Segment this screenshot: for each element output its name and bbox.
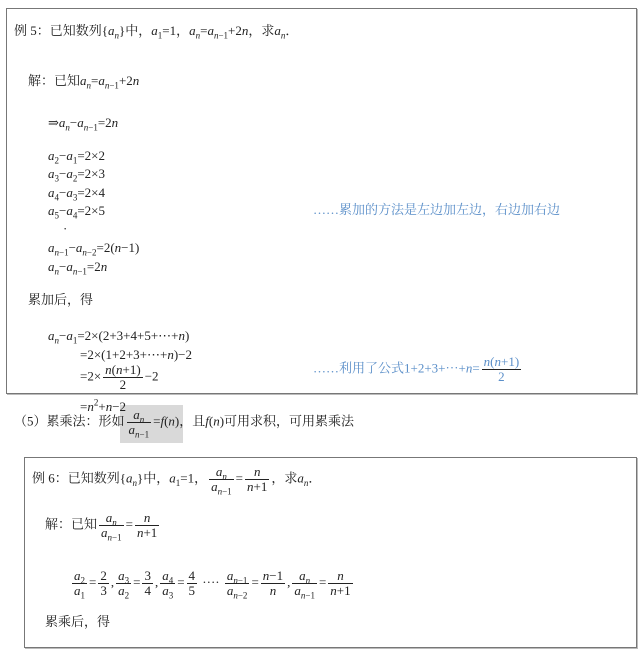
example-6-title: 例 6：已知数列$\{a_n\}$中，$a_1=1$， $\frac{a_n}{a_{n-1}}$ = $\frac{n}{n+1}$ ，求$a_n$． bbox=[32, 464, 322, 497]
note-formula: ……利用了公式1+2+3+⋯+n= $\frac{n(n+1)}{2}$ bbox=[313, 354, 520, 384]
step-ellipsis: · bbox=[63, 221, 68, 236]
derivation-line: =2×(1+2+3+⋯+n)−2 bbox=[80, 347, 192, 362]
example-5-title: 例 5：已知数列$\{a_n\}$中，$a_1=1$，$a_n=a_{n-1}+2n$，求$a_n$． bbox=[14, 23, 299, 41]
derivation-line: $a_n-a_1=2\times(2+3+4+5+\cdots+n)$ bbox=[48, 328, 190, 346]
step-line: $a_5-a_4=2\times 5$ bbox=[48, 203, 106, 221]
derivation-line: =2× $\frac{n(n+1)}{2}$ −2 bbox=[80, 362, 159, 392]
method-5-heading: （5）累乘法：形如 $\frac{a_n}{a_{n-1}}$ =f(n)，且f(n)可用求积，可用累乘法 bbox=[14, 407, 355, 440]
example-6-solution-intro: 解：已知 $\frac{a_n}{a_{n-1}}$ = $\frac{n}{n+1}$ bbox=[45, 510, 158, 543]
example-5-implies: $\Rightarrow a_n-a_{n-1}=2n$ bbox=[48, 115, 119, 133]
step-line: $a_2-a_1=2\times 2$ bbox=[48, 148, 106, 166]
step-line: $a_{n-1}-a_{n-2}=2(n-1)$ bbox=[48, 240, 140, 258]
after-sum-label: 累加后，得 bbox=[28, 292, 94, 307]
derivation-line: $=n^2+n-2$ bbox=[80, 397, 127, 414]
note-sum-method: ……累加的方法是左边加左边，右边加右边 bbox=[313, 202, 561, 217]
step-line: $a_4-a_3=2\times 4$ bbox=[48, 185, 106, 203]
product-line: $\frac{a_2}{a_1}$ = $\frac{2}{3}$ , $\frac{a_3}{a_2}$ = $\frac{3}{4}$ , $\frac{a_4}{a_3}$ = $\frac{4}{5}$ ···· $\frac{a_{n-1}}{a_{n-2}}$ = $\frac{n-1}{n}$ , $\frac{a_n}{a_{n-1}}$ = $\frac{n}{n+1}$ bbox=[74, 568, 351, 601]
after-product-label: 累乘后，得 bbox=[45, 614, 111, 629]
step-line: $a_n-a_{n-1}=2n$ bbox=[48, 259, 108, 277]
step-line: $a_3-a_2=2\times 3$ bbox=[48, 166, 106, 184]
example-5-solution-intro: 解：已知$a_n=a_{n-1}+2n$ bbox=[28, 73, 140, 91]
